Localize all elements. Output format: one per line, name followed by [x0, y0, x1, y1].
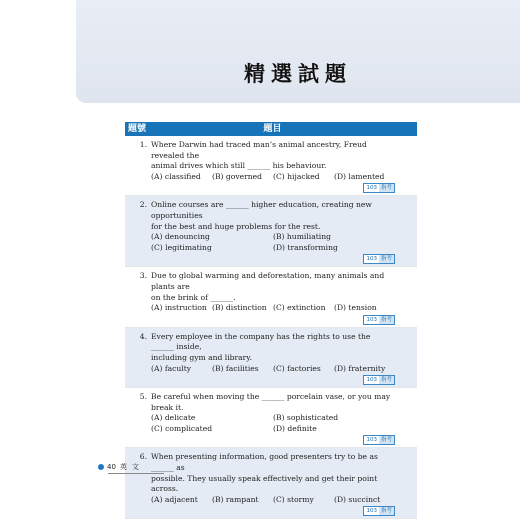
exam-badge	[363, 254, 395, 264]
option: (B) distinction	[212, 303, 267, 313]
question-line: on the brink of ______.	[151, 292, 236, 302]
option: (A) classified	[151, 171, 201, 181]
page-footer	[98, 462, 144, 472]
header-number: 題號	[128, 124, 147, 134]
question-line: for the best and huge problems for the rest.	[151, 221, 321, 231]
option: (B) rampant	[212, 494, 259, 504]
question-line: Due to global warming and deforestation, many animals and plants are	[151, 271, 385, 291]
badge-year: 103	[366, 185, 377, 192]
bullet-icon	[98, 464, 104, 470]
option: (C) complicated	[151, 423, 213, 433]
badge-year: 103	[366, 437, 377, 444]
badge-year: 103	[366, 256, 377, 263]
question-line: Be careful when moving the ______ porcelain vase, or you may break it.	[151, 392, 391, 412]
option: (D) definite	[273, 423, 317, 433]
footer-divider	[108, 473, 164, 474]
option: (D) transforming	[273, 242, 338, 252]
question-row	[125, 267, 417, 327]
question-number: 5.	[139, 392, 147, 402]
question-line: including gym and library.	[151, 352, 253, 362]
option: (A) faculty	[151, 363, 192, 373]
exam-badge	[363, 506, 395, 516]
option: (C) factories	[273, 363, 321, 373]
option: (B) humiliating	[273, 232, 331, 242]
question-number: 3.	[139, 271, 147, 281]
exam-badge	[363, 435, 395, 445]
badge-exam: 指考	[380, 185, 392, 192]
question-number: 6.	[139, 452, 147, 462]
option: (B) governed	[212, 171, 263, 181]
option: (C) stormy	[273, 494, 314, 504]
badge-year: 103	[366, 316, 377, 323]
question-row	[125, 196, 417, 267]
option: (C) legitimating	[151, 242, 212, 252]
option: (D) succinct	[334, 494, 381, 504]
question-number: 4.	[139, 331, 147, 341]
table-header	[125, 122, 417, 136]
question-number: 2.	[139, 200, 147, 210]
badge-exam: 指考	[380, 508, 392, 515]
badge-exam: 指考	[380, 256, 392, 263]
option: (C) hijacked	[273, 171, 320, 181]
badge-exam: 指考	[380, 437, 392, 444]
question-row	[125, 388, 417, 448]
exam-badge	[363, 183, 395, 193]
option: (A) adjacent	[151, 494, 198, 504]
page-title: 精選試題	[244, 61, 352, 86]
option: (D) fraternity	[334, 363, 386, 373]
option: (A) instruction	[151, 303, 207, 313]
option: (A) delicate	[151, 413, 196, 423]
subject-label: 英文	[119, 463, 144, 471]
badge-exam: 指考	[380, 316, 392, 323]
question-table	[125, 122, 417, 519]
exam-badge	[363, 315, 395, 325]
question-line: Where Darwin had traced man’s animal ancestry, Freud revealed the	[151, 140, 367, 160]
question-row	[125, 448, 417, 519]
badge-year: 103	[366, 377, 377, 384]
question-line: animal drives which still ______ his behaviour.	[151, 161, 327, 171]
badge-exam: 指考	[380, 377, 392, 384]
page-number: 40	[107, 463, 116, 471]
option: (B) facilities	[212, 363, 259, 373]
question-line: Online courses are ______ higher education, creating new opportunities	[151, 200, 372, 220]
option: (A) denouncing	[151, 232, 210, 242]
question-line: When presenting information, good presenters try to be as ______ as	[151, 452, 378, 473]
option: (D) tension	[334, 303, 377, 313]
option: (B) sophisticated	[273, 413, 339, 423]
exam-badge	[363, 375, 395, 385]
question-line: Every employee in the company has the rights to use the ______ inside,	[151, 331, 371, 352]
option: (D) lamented	[334, 171, 385, 181]
header-question: 題目	[263, 124, 282, 134]
question-row	[125, 328, 417, 388]
question-row	[125, 136, 417, 196]
question-line: possible. They usually speak effectively and get their point across.	[151, 473, 378, 494]
option: (C) extinction	[273, 303, 326, 313]
question-number: 1.	[139, 140, 147, 149]
badge-year: 103	[366, 508, 377, 515]
